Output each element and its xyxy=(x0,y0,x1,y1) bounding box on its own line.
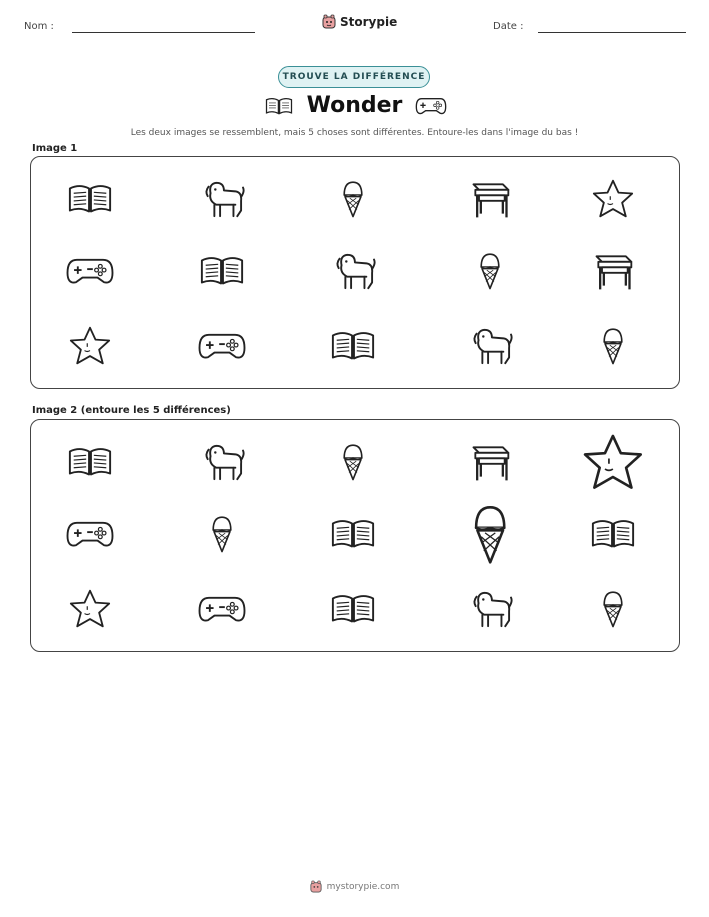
brand-logo xyxy=(322,14,397,29)
controller-icon xyxy=(197,331,247,365)
activity-badge: TROUVE LA DIFFÉRENCE xyxy=(278,66,430,88)
instructions-text: Les deux images se ressemblent, mais 5 choses sont différentes. Entoure-les dans l'image du bas ! xyxy=(130,128,579,138)
image2-label: Image 2 (entoure les 5 différences) xyxy=(32,405,231,416)
brand-name: Storypie xyxy=(340,14,398,29)
book-icon[interactable] xyxy=(590,517,636,555)
dog-icon[interactable] xyxy=(467,588,513,634)
controller-icon[interactable] xyxy=(65,519,115,553)
book-icon[interactable] xyxy=(330,592,376,630)
dog-icon xyxy=(199,178,245,224)
dog-icon xyxy=(330,250,376,296)
dog-icon[interactable] xyxy=(199,441,245,487)
image1-label: Image 1 xyxy=(32,143,78,154)
pie-mascot-icon xyxy=(322,14,336,29)
date-label: Date : xyxy=(493,21,524,32)
book-icon[interactable] xyxy=(67,445,113,483)
dog-icon xyxy=(467,325,513,371)
controller-icon[interactable] xyxy=(197,594,247,628)
ice-cream-icon[interactable] xyxy=(601,587,625,635)
star-icon[interactable] xyxy=(68,588,112,634)
desk-icon xyxy=(591,249,635,297)
name-label: Nom : xyxy=(24,21,54,32)
ice-cream-icon xyxy=(478,249,502,297)
ice-cream-icon xyxy=(601,324,625,372)
date-line[interactable] xyxy=(538,32,686,33)
controller-icon xyxy=(65,256,115,290)
star-icon xyxy=(68,325,112,371)
ice-cream-icon[interactable] xyxy=(210,512,234,560)
book-icon xyxy=(199,254,245,292)
footer-site: mystorypie.com xyxy=(326,881,400,892)
ice-cream-icon[interactable] xyxy=(471,499,509,573)
ice-cream-icon[interactable] xyxy=(341,440,365,488)
book-icon xyxy=(330,329,376,367)
book-icon xyxy=(67,182,113,220)
name-line[interactable] xyxy=(72,32,255,33)
page-title: Wonder xyxy=(306,93,403,118)
pie-mascot-icon xyxy=(310,880,322,893)
desk-icon[interactable] xyxy=(468,440,512,488)
ice-cream-icon xyxy=(341,177,365,225)
desk-icon xyxy=(468,177,512,225)
footer xyxy=(0,880,709,893)
title-controller-icon xyxy=(415,96,447,120)
star-icon xyxy=(591,178,635,224)
book-icon[interactable] xyxy=(330,517,376,555)
star-icon[interactable] xyxy=(581,432,645,497)
